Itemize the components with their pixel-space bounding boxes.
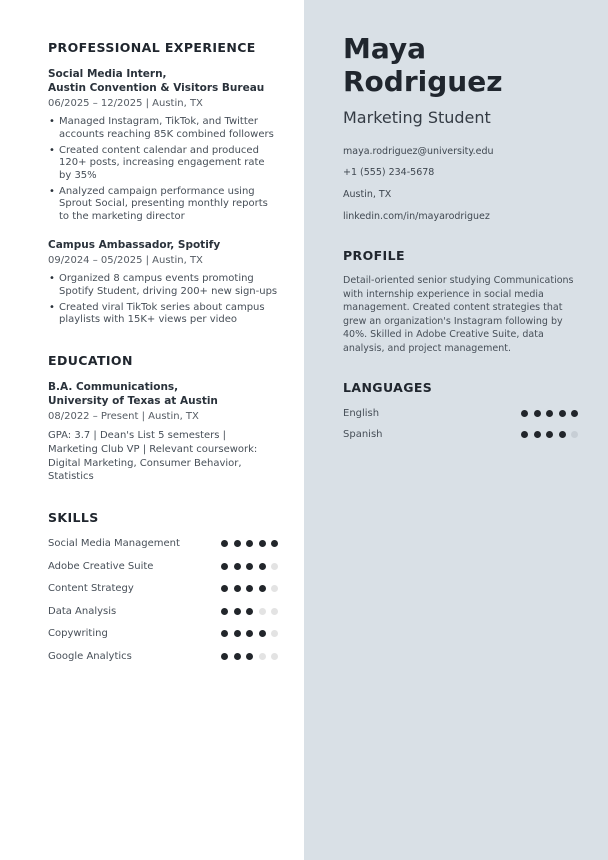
profile-section — [343, 248, 578, 355]
dot-empty — [271, 653, 278, 660]
dot-filled — [571, 410, 578, 417]
education-meta: 08/2022 – Present | Austin, TX — [48, 411, 199, 423]
job-meta: 09/2024 – 05/2025 | Austin, TX — [48, 255, 203, 267]
dot-filled — [246, 540, 253, 547]
dot-filled — [221, 608, 228, 615]
education-details: GPA: 3.7 | Dean's List 5 semesters | Marketing Club VP | Relevant coursework: Digital Marketing, Consumer Behavior, Statistics — [48, 429, 258, 483]
job-title-line: Social Media Intern, — [48, 68, 167, 80]
dot-filled — [246, 585, 253, 592]
job-bullet: • Managed Instagram, TikTok, and Twitter accounts reaching 85K combined followers — [48, 116, 278, 141]
dot-empty — [271, 608, 278, 615]
language-rating-dots — [521, 410, 578, 417]
dot-filled — [221, 540, 228, 547]
degree-line: University of Texas at Austin — [48, 394, 218, 407]
dot-filled — [271, 540, 278, 547]
dot-empty — [271, 563, 278, 570]
dot-filled — [259, 585, 266, 592]
languages-section — [343, 380, 578, 440]
person-name: Maya Rodriguez — [343, 32, 503, 98]
dot-filled — [534, 410, 541, 417]
language-name: Spanish — [343, 429, 383, 441]
experience-heading: PROFESSIONAL EXPERIENCE — [48, 40, 256, 55]
skill-rating-dots — [221, 540, 278, 547]
skill-row — [48, 651, 278, 662]
contact-location: Austin, TX — [343, 189, 392, 201]
job-entry — [48, 68, 278, 224]
experience-section — [48, 40, 278, 327]
contact-email: maya.rodriguez@university.edu — [343, 145, 494, 157]
dot-empty — [571, 431, 578, 438]
dot-filled — [521, 431, 528, 438]
job-bullet: • Analyzed campaign performance using Sprout Social, presenting monthly reports to the marketing director — [48, 186, 278, 224]
job-entry — [48, 239, 278, 327]
language-row — [343, 429, 578, 440]
dot-empty — [271, 585, 278, 592]
contact-phone: +1 (555) 234-5678 — [343, 167, 435, 179]
degree — [48, 381, 278, 408]
skill-name: Google Analytics — [48, 650, 132, 662]
job-title — [48, 239, 278, 253]
dot-filled — [221, 630, 228, 637]
dot-empty — [259, 653, 266, 660]
dot-filled — [234, 540, 241, 547]
skill-name: Data Analysis — [48, 605, 117, 617]
dot-filled — [259, 563, 266, 570]
skill-rating-dots — [221, 630, 278, 637]
dot-filled — [259, 630, 266, 637]
dot-filled — [521, 410, 528, 417]
contact-linkedin: linkedin.com/in/mayarodriguez — [343, 211, 490, 223]
profile-heading: PROFILE — [343, 248, 405, 264]
dot-filled — [234, 563, 241, 570]
languages-heading: LANGUAGES — [343, 380, 433, 396]
education-heading: EDUCATION — [48, 353, 133, 369]
skills-heading: SKILLS — [48, 510, 99, 526]
resume-sidebar — [304, 0, 608, 860]
dot-filled — [246, 630, 253, 637]
job-title-line: Austin Convention & Visitors Bureau — [48, 81, 265, 94]
dot-filled — [259, 540, 266, 547]
profile-text: Detail-oriented senior studying Communications with internship experience in social media management. Created content strategies that grew an organization's Instagram following by 40%. Skilled in Adobe Creative Suite, data analysis, and project management. — [343, 275, 574, 354]
language-name: English — [343, 408, 380, 420]
degree-line: B.A. Communications, — [48, 381, 179, 394]
skill-rating-dots — [221, 585, 278, 592]
skill-row — [48, 606, 278, 617]
job-bullet: • Created viral TikTok series about campus playlists with 15K+ views per video — [48, 302, 278, 327]
contact-list — [343, 146, 578, 224]
dot-filled — [221, 563, 228, 570]
dot-filled — [559, 410, 566, 417]
dot-filled — [246, 563, 253, 570]
skill-rating-dots — [221, 563, 278, 570]
dot-filled — [246, 653, 253, 660]
skill-name: Content Strategy — [48, 583, 134, 595]
skill-row — [48, 561, 278, 572]
language-rows — [343, 408, 578, 440]
dot-filled — [246, 608, 253, 615]
dot-filled — [234, 653, 241, 660]
skill-row — [48, 628, 278, 639]
job-bullets — [48, 116, 278, 224]
dot-filled — [234, 608, 241, 615]
dot-empty — [271, 630, 278, 637]
job-meta: 06/2025 – 12/2025 | Austin, TX — [48, 98, 203, 110]
skill-rating-dots — [221, 608, 278, 615]
skill-name: Copywriting — [48, 628, 108, 640]
job-title — [48, 68, 278, 95]
skill-row — [48, 538, 278, 549]
skill-rating-dots — [221, 653, 278, 660]
language-rating-dots — [521, 431, 578, 438]
dot-filled — [559, 431, 566, 438]
dot-filled — [234, 585, 241, 592]
education-section — [48, 353, 278, 484]
person-title: Marketing Student — [343, 107, 491, 127]
dot-filled — [234, 630, 241, 637]
dot-filled — [221, 585, 228, 592]
dot-filled — [221, 653, 228, 660]
job-bullet: • Organized 8 campus events promoting Spotify Student, driving 200+ new sign-ups — [48, 273, 278, 298]
skill-name: Adobe Creative Suite — [48, 560, 154, 572]
dot-empty — [259, 608, 266, 615]
job-title-line: Campus Ambassador, Spotify — [48, 238, 221, 251]
job-bullets — [48, 273, 278, 327]
dot-filled — [546, 431, 553, 438]
skill-row — [48, 583, 278, 594]
job-bullet: • Created content calendar and produced 120+ posts, increasing engagement rate by 35% — [48, 145, 278, 183]
skills-section — [48, 510, 278, 662]
skill-name: Social Media Management — [48, 538, 180, 550]
dot-filled — [546, 410, 553, 417]
dot-filled — [534, 431, 541, 438]
language-row — [343, 408, 578, 419]
